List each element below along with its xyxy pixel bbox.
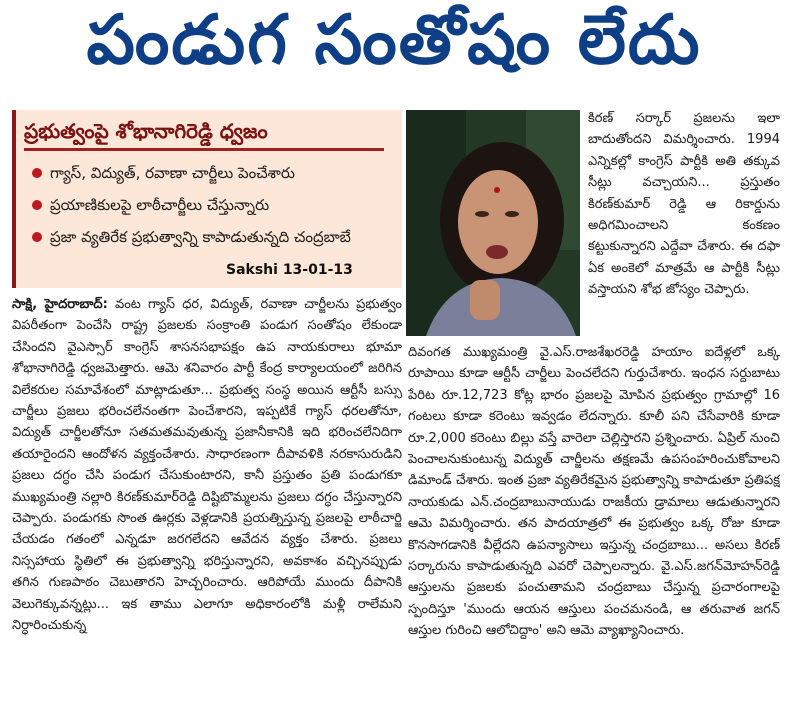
bullet-text: ప్రయాణికులపై లాఠీచార్జీలు చేస్తున్నారు	[50, 196, 270, 214]
bullet-dot-icon	[32, 232, 42, 242]
bullet-item	[30, 160, 396, 186]
bullet-item	[30, 224, 396, 250]
headline: పండుగ సంతోషం లేదు	[86, 0, 702, 80]
subheadline: ప్రభుత్వంపై శోభానాగిరెడ్డి ధ్వజం	[24, 116, 396, 151]
body-text-right-top: కిరణ్ సర్కార్ ప్రజలను ఇలా బాదుతోందని విమర్శించారు. 1994 ఎన్నికల్లో కాంగ్రెస్ పార్టీకి అతి తక్కువ సీట్లు వచ్చాయని... ప్రస్తుతం కిరణ్‌కుమార్ రెడ్డి ఆ రికార్డును అధిగమించాలని కంకణం కట్టుకున్నారని ఎద్దేవా చేశారు. ఈ దఫా ఏక అంకెలో మాత్రమే ఆ పార్టీకి సీట్లు వస్తాయని శోభ జోస్యం చెప్పారు.	[588, 111, 780, 298]
bullet-list	[30, 160, 396, 256]
bullet-text: ప్రజా వ్యతిరేక ప్రభుత్వాన్ని కాపాడుతున్నది చంద్రబాబే	[50, 228, 351, 246]
bullet-dot-icon	[32, 168, 42, 178]
dateline: సాక్షి, హైదరాబాద్:	[12, 297, 108, 312]
source-credit: Sakshi 13-01-13	[226, 262, 353, 278]
body-left-text: వంట గ్యాస్ ధర, విద్యుత్, రవాణా చార్జీలను ప్రభుత్వం విపరీతంగా పెంచేసి రాష్ట్ర ప్రజలకు సంక్రాంతి పండుగ సంతోషం లేకుండా చేసిందని వైఎస్సార్ కాంగ్రెస్ శాసనసభాపక్షం ఉప నాయకురాలు భూమా శోభానాగిరెడ్డి ధ్వజమెత్తారు. ఆమె శనివారం పార్టీ కేంద్ర కార్యాలయంలో జరిగిన విలేకరుల సమావేశంలో మాట్లాడుతూ... ప్రభుత్వ సంస్థ అయిన ఆర్టీసీ బస్సు చార్జీలు ప్రజలు భరించలేనంతగా పెంచేశారని, ఇప్పటికే గ్యాస్ ధరలతోనూ, విద్యుత్ చార్జీలతోనూ సతమతమవుతున్న ప్రజానీకానికి ఇది భరించలేనిదిగా తయారైందని ఆందోళన వ్యక్తంచేశారు. సాధారణంగా దీపావళికి నరకాసురుడిని ప్రజలు దగ్ధం చేసి పండుగ చేసుకుంటారని, కానీ ప్రస్తుతం ప్రతి పండుగకూ ముఖ్యమంత్రి నల్లారి కిరణ్‌కుమార్‌రెడ్డి దిష్టిబొమ్మలను ప్రజలు దగ్ధం చేస్తున్నారని చెప్పారు. పండుగకు సొంత ఊర్లకు వెళ్లడానికి ప్రయత్నిస్తున్న ప్రజలపై లాఠీచార్జి చేయడం గతంలో ఎన్నడూ జరగలేదని ఆవేదన వ్యక్తం చేశారు. ప్రజలు నిస్సహాయ స్థితిలో ఈ ప్రభుత్వాన్ని భరిస్తున్నారని, అవకాశం వచ్చినప్పుడు తగిన గుణపాఠం చెబుతారని హెచ్చరించారు. ఆరిపోయే ముందు దీపానికి వెలుగెక్కువన్నట్లు... ఇక తాము ఎలాగూ అధికారంలోకి మళ్లీ రాలేమని నిర్ధారించుకున్న	[12, 297, 402, 634]
bullet-dot-icon	[32, 200, 42, 210]
body-text-left	[12, 294, 402, 722]
bullet-text: గ్యాస్, విద్యుత్, రవాణా చార్జీలు పెంచేశారు	[50, 164, 295, 182]
bullet-item	[30, 192, 396, 218]
woman-speaking-photo	[406, 110, 580, 336]
body-text-right: దివంగత ముఖ్యమంత్రి వై.ఎస్.రాజశేఖరరెడ్డి హయాం ఐదేళ్లలో ఒక్క రూపాయి కూడా ఆర్టీసీ చార్జీలు పెంచలేదని గుర్తుచేశారు. ఇంధన సర్దుబాటు పేరిట రూ.12,723 కోట్ల భారం ప్రజలపై మోపిన ప్రభుత్వం గ్రామాల్లో 16 గంటలు కూడా కరెంటు ఇవ్వడం లేదన్నారు. కూలీ పని చేసేవారికి కూడా రూ.2,000 కరెంటు బిల్లు వస్తే వారెలా చెల్లిస్తారని ప్రశ్నించారు. ఏప్రిల్ నుంచి పెంచాలనుకుంటున్న విద్యుత్ చార్జీలను తక్షణమే ఉపసంహరించుకోవాలని డిమాండ్ చేశారు. ఇంత ప్రజా వ్యతిరేకమైన ప్రభుత్వాన్ని కాపాడుతూ ప్రతిపక్ష నాయకుడు ఎన్.చంద్రబాబునాయుడు రాజకీయ డ్రామాలు ఆడుతున్నారని ఆమె విమర్శించారు. తన పాదయాత్రలో ఈ ప్రభుత్వం ఒక్క రోజు కూడా కొనసాగడానికి వీల్లేదని ఉపన్యాసాలు ఇస్తున్న చంద్రబాబు... అసలు కిరణ్ సర్కారును కాపాడుతున్నది ఎవరో చెప్పాలన్నారు. వై.ఎస్.జగన్‌మోహన్‌రెడ్డి ఆస్తులను ప్రజలకు పంచుతామని చంద్రబాబు చేస్తున్న ప్రచారంగాలపై స్పందిస్తూ 'ముందు ఆయన ఆస్తులు పంచమనండి, ఆ తరువాత జగన్ ఆస్తుల గురించి ఆలోచిద్దాం' అని ఆమె వ్యాఖ్యానించారు.	[408, 345, 780, 639]
